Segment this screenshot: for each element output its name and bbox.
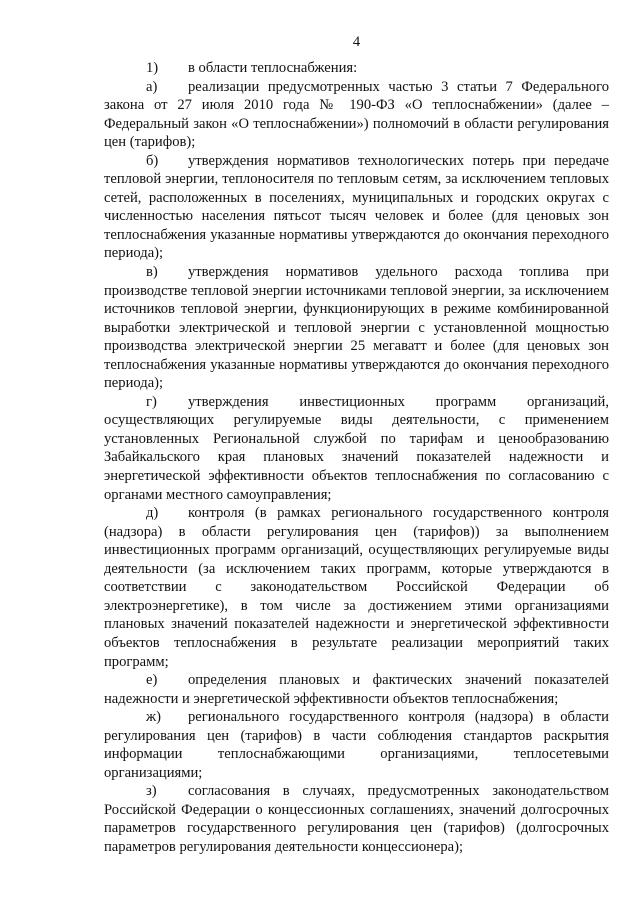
list-item-z	[104, 782, 609, 856]
list-item-1	[104, 59, 609, 78]
item-text: согласования в случаях, предусмотренных законодательством Российской Федерации о концессионных соглашениях, значений долгосрочных параметров государственного регулирования цен (тарифов) (долгосрочных параметров регулирования деятельности концессионера);	[104, 783, 609, 855]
item-text: регионального государственного контроля (надзора) в области регулирования цен (тарифов) в части соблюдения стандартов раскрытия информации теплоснабжающими организациями, теплосетевыми организациями;	[104, 709, 609, 781]
item-marker: а)	[146, 78, 158, 95]
list-item-b	[104, 152, 609, 263]
page-number: 4	[352, 34, 361, 50]
list-item-zh	[104, 708, 609, 782]
item-text: утверждения инвестиционных программ организаций, осуществляющих регулируемые виды деятельности, с применением установленных Региональной службой по тарифам и ценообразованию Забайкальского края плановых значений показателей надежности и энергетической эффективности объектов теплоснабжения по согласованию с органами местного самоуправления;	[104, 393, 609, 503]
item-marker: г)	[146, 393, 157, 410]
list-item-a	[104, 78, 609, 152]
item-text: утверждения нормативов удельного расхода топлива при производстве тепловой энергии источниками тепловой энергии, за исключением источников тепловой энергии, функционирующих в режиме комбинированной выработки электрической и тепловой энергии с установленной мощностью производства электрической энергии 25 мегаватт и более (для ценовых зон теплоснабжения указанные нормативы утверждаются до окончания переходного периода);	[104, 264, 609, 392]
item-text: определения плановых и фактических значений показателей надежности и энергетической эффективности объектов теплоснабжения;	[104, 672, 609, 707]
item-marker: ж)	[146, 709, 161, 726]
list-item-e	[104, 671, 609, 708]
item-marker: е)	[146, 672, 158, 689]
item-marker: 1)	[146, 60, 159, 76]
item-text: реализации предусмотренных частью 3 статьи 7 Федерального закона от 27 июля 2010 года № 190-ФЗ «О теплоснабжении» (далее – Федеральный закон «О теплоснабжении») полномочий в области регулирования цен (тарифов);	[104, 78, 609, 151]
list-item-g	[104, 393, 609, 504]
item-marker: д)	[146, 505, 159, 522]
document-page	[104, 32, 609, 857]
item-text: в области теплоснабжения:	[188, 60, 358, 76]
list-item-d	[104, 504, 609, 671]
item-marker: б)	[146, 152, 159, 169]
item-text: контроля (в рамках регионального государственного контроля (надзора) в области регулирования цен (тарифов)) за выполнением инвестиционных программ организаций, осуществляющих регулируемые виды деятельности (за исключением таких программ, которые утверждаются в соответствии с законодательством Российской Федерации об электроэнергетике), в том числе за достижением этими организациями плановых значений показателей надежности и энергетической эффективности объектов теплоснабжения в результате реализации мероприятий таких программ;	[104, 505, 609, 670]
item-marker: з)	[146, 783, 157, 800]
list-item-v	[104, 263, 609, 393]
item-text: утверждения нормативов технологических потерь при передаче тепловой энергии, теплоносителя по тепловым сетям, за исключением тепловых сетей, расположенных в поселениях, муниципальных и городских округах с численностью населения пятьсот тысяч человек и более (для ценовых зон теплоснабжения указанные нормативы утверждаются до окончания переходного периода);	[104, 152, 609, 262]
item-marker: в)	[146, 264, 158, 281]
